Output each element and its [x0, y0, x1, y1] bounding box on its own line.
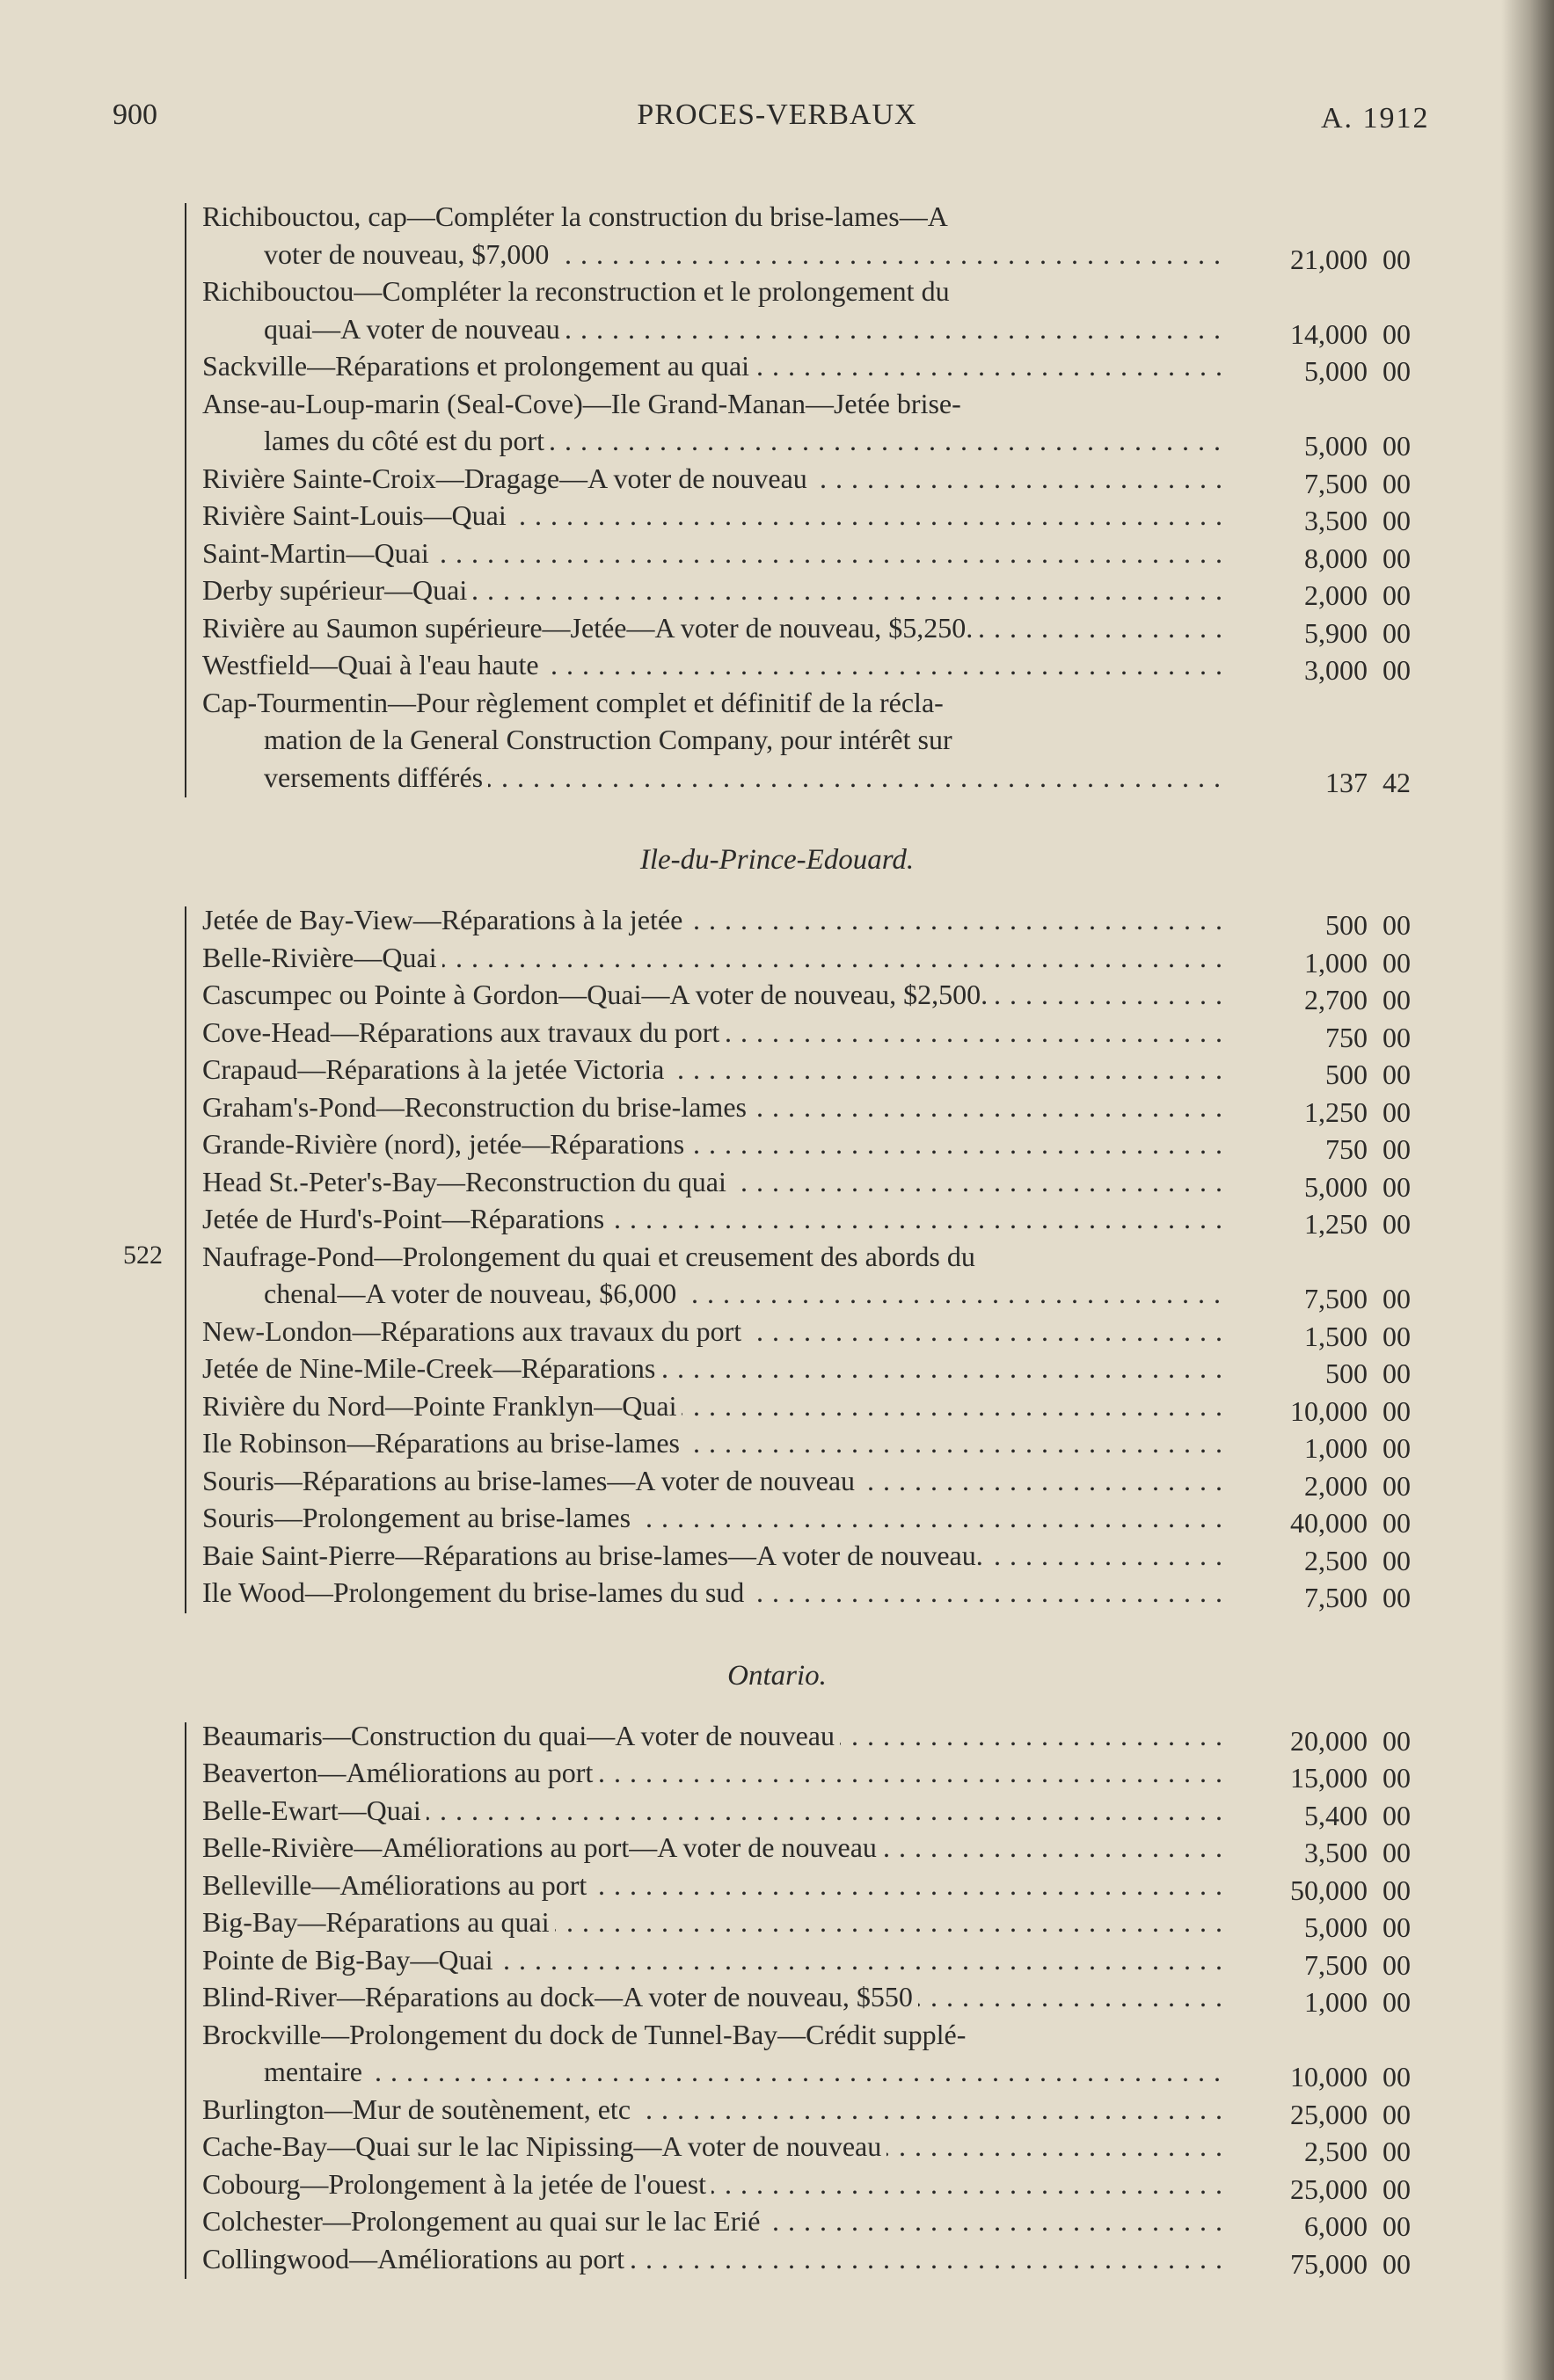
item-description	[264, 422, 1227, 459]
item-text: Rivière Sainte-Croix—Dragage—A voter de nouveau	[202, 462, 813, 494]
item-text: Jetée de Bay-View—Réparations à la jetée	[202, 904, 688, 935]
item-text: versements différés	[264, 761, 488, 793]
item-cents: 00	[1383, 2173, 1411, 2205]
item-text: Blind-River—Réparations au dock—A voter de nouveau, $550	[202, 1981, 918, 2012]
item-cents: 00	[1383, 430, 1411, 462]
item-amount: 5,400	[1304, 1799, 1368, 1831]
item-text: chenal—A voter de nouveau, $6,000	[264, 1277, 682, 1309]
item-description	[202, 1051, 1227, 1088]
item-amount: 137	[1325, 766, 1368, 798]
table-row	[0, 1867, 1554, 1906]
table-row	[0, 1163, 1554, 1203]
item-text: mation de la General Construction Company, pour intérêt sur	[264, 724, 958, 755]
table-row	[0, 2091, 1554, 2128]
item-description	[202, 1424, 1227, 1461]
table-row	[0, 1792, 1554, 1829]
table-row	[0, 1903, 1554, 1943]
item-description	[202, 684, 1227, 721]
item-text: Sackville—Réparations et prolongement au quai	[202, 350, 755, 382]
item-text: Beaumaris—Construction du quai—A voter de nouveau	[202, 1720, 840, 1751]
table-row	[0, 2240, 1554, 2280]
table-row	[0, 2016, 1554, 2053]
table-row	[0, 1499, 1554, 1539]
item-cents: 00	[1383, 909, 1411, 941]
item-text: Crapaud—Réparations à la jetée Victoria	[202, 1053, 669, 1085]
item-text: mentaire	[264, 2056, 368, 2087]
table-row	[0, 1200, 1554, 1240]
item-cents: 00	[1383, 2210, 1411, 2242]
item-description	[202, 571, 1227, 608]
table-row	[0, 198, 1554, 235]
table-row	[0, 939, 1554, 979]
table-row	[0, 1829, 1554, 1866]
item-cents: 00	[1383, 1762, 1411, 1794]
item-text: Pointe de Big-Bay—Quai	[202, 1944, 499, 1976]
item-amount: 15,000	[1290, 1762, 1368, 1794]
table-row	[0, 1275, 1554, 1312]
item-cents: 00	[1383, 1432, 1411, 1464]
item-text: New-London—Réparations aux travaux du port	[202, 1315, 747, 1347]
item-description	[202, 1574, 1227, 1611]
item-description	[264, 759, 1227, 796]
item-description	[202, 1867, 1227, 1903]
item-amount: 2,700	[1304, 984, 1368, 1015]
item-description	[202, 1717, 1227, 1754]
item-text: Cobourg—Prolongement à la jetée de l'ouest	[202, 2168, 711, 2200]
item-text: Rivière au Saumon supérieure—Jetée—A voter de nouveau, $5,250.	[202, 612, 978, 644]
item-cents: 00	[1383, 1544, 1411, 1576]
item-cents: 00	[1383, 467, 1411, 499]
table-row	[0, 1014, 1554, 1051]
item-text: Jetée de Nine-Mile-Creek—Réparations	[202, 1352, 660, 1384]
table-row	[0, 422, 1554, 462]
table-row	[0, 1313, 1554, 1350]
item-amount: 1,000	[1304, 946, 1368, 979]
margin-note: 522	[123, 1240, 163, 1270]
page-number: 900	[113, 98, 157, 131]
item-description	[264, 2053, 1227, 2090]
section-brace	[185, 1722, 195, 2280]
table-row	[0, 2053, 1554, 2093]
item-amount: 750	[1325, 1133, 1368, 1165]
table-row	[0, 273, 1554, 309]
item-description	[202, 535, 1227, 571]
item-cents: 00	[1383, 1133, 1411, 1165]
item-description	[202, 1200, 1227, 1237]
item-amount: 10,000	[1290, 1394, 1368, 1427]
item-amount: 1,000	[1304, 1432, 1368, 1464]
item-amount: 7,500	[1304, 467, 1368, 499]
item-text: Rivière Saint-Louis—Quai	[202, 499, 512, 531]
table-row	[0, 1350, 1554, 1387]
item-description	[202, 1313, 1227, 1350]
table-row	[0, 1462, 1554, 1502]
item-cents: 00	[1383, 1469, 1411, 1502]
item-text: Ile Wood—Prolongement du brise-lames du sud	[202, 1576, 749, 1608]
item-description	[202, 1903, 1227, 1940]
table-row	[0, 609, 1554, 649]
item-text: Saint-Martin—Quai	[202, 537, 434, 569]
item-amount: 3,000	[1304, 654, 1368, 686]
item-amount: 5,900	[1304, 616, 1368, 649]
item-cents: 00	[1383, 2061, 1411, 2093]
item-cents: 00	[1383, 2098, 1411, 2130]
item-amount: 1,250	[1304, 1095, 1368, 1128]
table-row	[0, 1387, 1554, 1427]
item-cents: 00	[1383, 1874, 1411, 1906]
item-cents: 00	[1383, 1948, 1411, 1981]
item-description	[202, 2165, 1227, 2202]
table-row	[0, 385, 1554, 422]
table-row	[0, 1754, 1554, 1794]
item-description	[202, 1754, 1227, 1791]
table-row	[0, 535, 1554, 574]
item-amount: 5,000	[1304, 430, 1368, 462]
table-row	[0, 2128, 1554, 2165]
item-description	[202, 347, 1227, 384]
item-amount: 3,500	[1304, 1837, 1368, 1868]
item-description	[264, 1275, 1227, 1312]
item-text: Brockville—Prolongement du dock de Tunnel-Bay—Crédit supplé-	[202, 2019, 971, 2050]
item-cents: 00	[1383, 1283, 1411, 1314]
item-description	[202, 2202, 1227, 2239]
item-description	[202, 2016, 1227, 2053]
item-amount: 14,000	[1290, 317, 1368, 350]
item-text: lames du côté est du port	[264, 425, 550, 456]
item-description	[202, 1499, 1227, 1536]
item-description	[202, 1941, 1227, 1978]
item-description	[202, 939, 1227, 976]
item-amount: 1,500	[1304, 1320, 1368, 1352]
item-amount: 5,000	[1304, 1911, 1368, 1943]
table-row	[0, 1574, 1554, 1611]
item-text: Big-Bay—Réparations au quai	[202, 1906, 555, 1938]
page-header	[0, 98, 1554, 151]
table-row	[0, 901, 1554, 941]
item-text: Cove-Head—Réparations aux travaux du port	[202, 1016, 725, 1048]
table-row	[0, 1238, 1554, 1275]
item-description	[202, 901, 1227, 938]
item-description	[202, 1014, 1227, 1051]
table-row	[0, 1088, 1554, 1128]
item-cents: 00	[1383, 579, 1411, 611]
table-row	[0, 497, 1554, 534]
item-description	[202, 1163, 1227, 1200]
item-text: Grande-Rivière (nord), jetée—Réparations	[202, 1128, 689, 1160]
table-row	[0, 310, 1554, 350]
item-description	[264, 721, 1227, 758]
table-row	[0, 1125, 1554, 1165]
item-cents: 00	[1383, 1986, 1411, 2018]
session-year: A. 1912	[1321, 102, 1430, 135]
item-text: Burlington—Mur de soutènement, etc	[202, 2093, 636, 2125]
table-row	[0, 1537, 1554, 1574]
item-description	[202, 385, 1227, 422]
item-description	[264, 310, 1227, 347]
item-text: Baie Saint-Pierre—Réparations au brise-lames—A voter de nouveau.	[202, 1539, 989, 1571]
item-description	[264, 236, 1227, 273]
item-cents: 00	[1383, 2136, 1411, 2167]
item-description	[202, 1088, 1227, 1125]
item-amount: 500	[1325, 1059, 1368, 1090]
item-cents: 00	[1383, 616, 1411, 649]
item-cents: 00	[1383, 1059, 1411, 1090]
item-text: Ile Robinson—Réparations au brise-lames	[202, 1427, 685, 1459]
item-amount: 2,000	[1304, 1469, 1368, 1502]
item-amount: 7,500	[1304, 1283, 1368, 1314]
table-row	[0, 721, 1554, 758]
item-cents: 00	[1383, 1507, 1411, 1539]
item-description	[202, 1978, 1227, 2015]
table-row	[0, 347, 1554, 387]
item-text: Cap-Tourmentin—Pour règlement complet et définitif de la récla-	[202, 687, 949, 718]
item-text: Belleville—Améliorations au port	[202, 1869, 592, 1901]
item-amount: 8,000	[1304, 542, 1368, 574]
item-text: Richibouctou—Compléter la reconstruction et le prolongement du	[202, 275, 955, 307]
item-description	[202, 198, 1227, 235]
table-row	[0, 571, 1554, 611]
item-cents: 00	[1383, 1170, 1411, 1203]
item-cents: 00	[1383, 1799, 1411, 1831]
item-cents: 00	[1383, 654, 1411, 686]
item-cents: 00	[1383, 1724, 1411, 1757]
item-description	[202, 1387, 1227, 1424]
item-text: Cache-Bay—Quai sur le lac Nipissing—A voter de nouveau	[202, 2130, 886, 2162]
item-description	[202, 1829, 1227, 1866]
table-row	[0, 1978, 1554, 2018]
item-text: Graham's-Pond—Reconstruction du brise-lames	[202, 1091, 752, 1123]
item-amount: 20,000	[1290, 1724, 1368, 1757]
table-row	[0, 236, 1554, 273]
item-text: Collingwood—Améliorations au port	[202, 2243, 630, 2274]
item-amount: 500	[1325, 909, 1368, 941]
item-cents: 00	[1383, 1357, 1411, 1389]
item-cents: 00	[1383, 1394, 1411, 1427]
item-text: Belle-Ewart—Quai	[202, 1794, 427, 1826]
item-amount: 7,500	[1304, 1948, 1368, 1981]
item-description	[202, 497, 1227, 534]
item-description	[202, 1462, 1227, 1499]
item-text: quai—A voter de nouveau	[264, 313, 565, 345]
table-row	[0, 759, 1554, 796]
item-amount: 25,000	[1290, 2173, 1368, 2205]
item-cents: 00	[1383, 1911, 1411, 1943]
item-text: voter de nouveau, $7,000	[264, 238, 554, 270]
table-row	[0, 684, 1554, 721]
item-cents: 00	[1383, 1582, 1411, 1613]
item-text: Head St.-Peter's-Bay—Reconstruction du quai	[202, 1166, 732, 1197]
item-cents: 42	[1383, 766, 1411, 798]
item-cents: 00	[1383, 946, 1411, 979]
item-cents: 00	[1383, 2247, 1411, 2280]
item-amount: 6,000	[1304, 2210, 1368, 2242]
section-heading: Ile-du-Prince-Edouard.	[639, 844, 915, 876]
table-row	[0, 976, 1554, 1013]
item-amount: 5,000	[1304, 1170, 1368, 1203]
item-text: Anse-au-Loup-marin (Seal-Cove)—Ile Grand-Manan—Jetée brise-	[202, 388, 967, 419]
item-description	[202, 976, 1227, 1013]
book-spine-shadow	[1501, 0, 1554, 2380]
item-description	[202, 273, 1227, 309]
item-amount: 5,000	[1304, 355, 1368, 387]
item-description	[202, 646, 1227, 683]
table-row	[0, 1941, 1554, 1981]
item-text: Belle-Rivière—Quai	[202, 942, 442, 973]
item-amount: 500	[1325, 1357, 1368, 1389]
item-cents: 00	[1383, 984, 1411, 1015]
table-row	[0, 460, 1554, 497]
item-text: Belle-Rivière—Améliorations au port—A voter de nouveau	[202, 1831, 882, 1863]
table-row	[0, 646, 1554, 686]
item-amount: 2,500	[1304, 1544, 1368, 1576]
item-cents: 00	[1383, 1320, 1411, 1352]
item-cents: 00	[1383, 542, 1411, 574]
item-text: Westfield—Quai à l'eau haute	[202, 649, 544, 681]
item-description	[202, 1792, 1227, 1829]
item-text: Souris—Réparations au brise-lames—A voter de nouveau	[202, 1465, 860, 1496]
item-text: Colchester—Prolongement au quai sur le lac Erié	[202, 2205, 765, 2237]
item-description	[202, 2128, 1227, 2165]
item-description	[202, 2240, 1227, 2277]
item-amount: 2,500	[1304, 2136, 1368, 2167]
table-row	[0, 1424, 1554, 1464]
item-amount: 10,000	[1290, 2061, 1368, 2093]
item-amount: 21,000	[1290, 243, 1368, 275]
item-amount: 7,500	[1304, 1582, 1368, 1613]
item-amount: 1,250	[1304, 1208, 1368, 1240]
item-description	[202, 609, 1227, 646]
item-cents: 00	[1383, 1021, 1411, 1053]
item-cents: 00	[1383, 243, 1411, 275]
item-text: Rivière du Nord—Pointe Franklyn—Quai	[202, 1390, 682, 1422]
item-text: Jetée de Hurd's-Point—Réparations	[202, 1203, 609, 1234]
item-description	[202, 1537, 1227, 1574]
item-description	[202, 460, 1227, 497]
page-title: PROCES-VERBAUX	[637, 98, 917, 131]
item-amount: 40,000	[1290, 1507, 1368, 1539]
item-amount: 75,000	[1290, 2247, 1368, 2280]
item-amount: 25,000	[1290, 2098, 1368, 2130]
item-text: Naufrage-Pond—Prolongement du quai et creusement des abords du	[202, 1241, 981, 1272]
table-row	[0, 2165, 1554, 2205]
item-text: Beaverton—Améliorations au port	[202, 1757, 598, 1788]
item-amount: 1,000	[1304, 1986, 1368, 2018]
item-amount: 50,000	[1290, 1874, 1368, 1906]
item-amount: 3,500	[1304, 505, 1368, 536]
table-row	[0, 2202, 1554, 2242]
item-text: Cascumpec ou Pointe à Gordon—Quai—A voter de nouveau, $2,500.	[202, 979, 993, 1010]
section-brace	[185, 203, 195, 797]
item-cents: 00	[1383, 1095, 1411, 1128]
table-row	[0, 1051, 1554, 1088]
item-cents: 00	[1383, 1208, 1411, 1240]
item-description	[202, 2091, 1227, 2128]
table-row	[0, 1717, 1554, 1757]
section-heading: Ontario.	[727, 1659, 827, 1692]
item-description	[202, 1125, 1227, 1162]
item-text: Richibouctou, cap—Compléter la construction du brise-lames—A	[202, 200, 953, 232]
item-cents: 00	[1383, 505, 1411, 536]
item-text: Derby supérieur—Quai	[202, 574, 472, 606]
item-amount: 2,000	[1304, 579, 1368, 611]
section-brace	[185, 906, 195, 1613]
item-text: Souris—Prolongement au brise-lames	[202, 1502, 636, 1533]
item-description	[202, 1238, 1227, 1275]
item-cents: 00	[1383, 355, 1411, 387]
item-cents: 00	[1383, 1837, 1411, 1868]
item-description	[202, 1350, 1227, 1387]
item-amount: 750	[1325, 1021, 1368, 1053]
item-cents: 00	[1383, 317, 1411, 350]
